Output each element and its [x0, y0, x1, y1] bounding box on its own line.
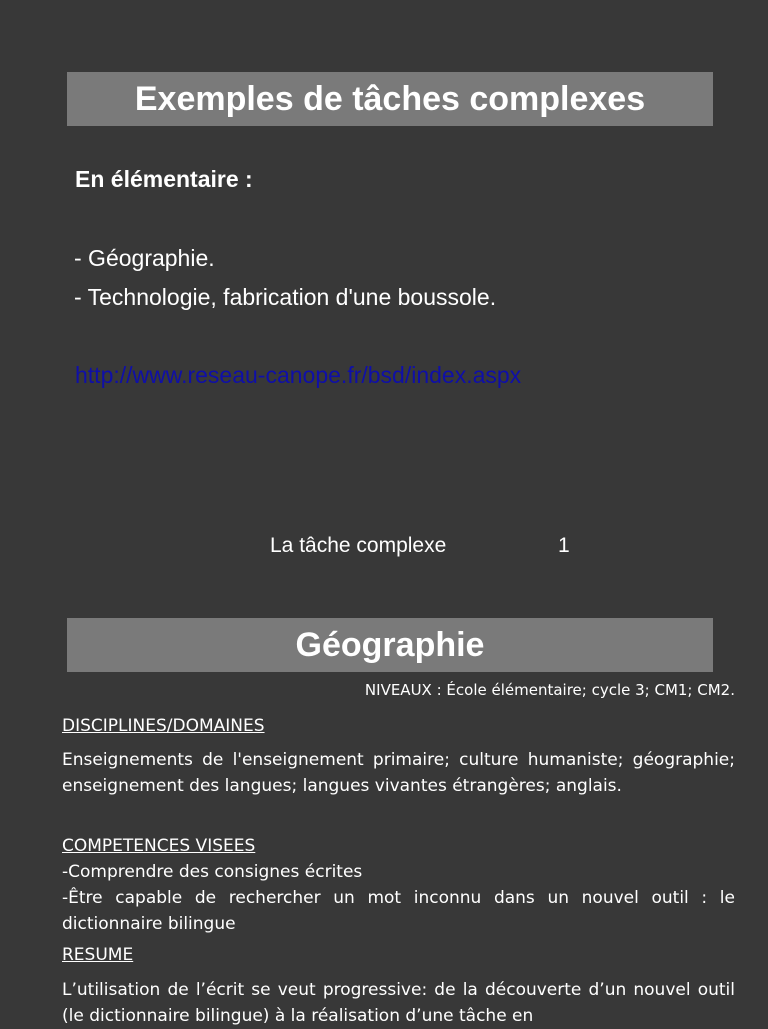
slide-2 [0, 600, 768, 1024]
disciplines-heading: DISCIPLINES/DOMAINES [62, 716, 265, 736]
disciplines-text: Enseignements de l'enseignement primaire; culture humaniste; géographie; enseignement des langues; langues vivantes étrangères; anglais. [62, 750, 735, 796]
canope-link[interactable]: http://www.reseau-canope.fr/bsd/index.aspx [75, 362, 522, 388]
niveaux-line: NIVEAUX : École élémentaire; cycle 3; CM1; CM2. [364, 681, 735, 699]
competences-heading: COMPETENCES VISEES [62, 836, 256, 856]
page-number: 1 [558, 534, 570, 557]
resume-heading: RESUME [62, 945, 134, 965]
competence-item: -Comprendre des consignes écrites [62, 862, 363, 882]
resume-text: L’utilisation de l’écrit se veut progressive: de la découverte d’un nouvel outil (le dictionnaire bilingue) à la réalisation d’une tâche en [62, 980, 735, 1026]
slide-1-title: Exemples de tâches complexes [67, 72, 713, 126]
bullet-technologie: - Technologie, fabrication d'une boussole. [74, 284, 497, 310]
competence-item: -Être capable de rechercher un mot inconnu dans un nouvel outil : le dictionnaire bilingue [62, 888, 735, 934]
slide-2-title: Géographie [67, 618, 713, 672]
footer-label: La tâche complexe [270, 534, 447, 557]
bullet-geographie: - Géographie. [74, 245, 215, 271]
competences-list [62, 859, 735, 937]
slide-1-subheading: En élémentaire : [75, 166, 253, 192]
